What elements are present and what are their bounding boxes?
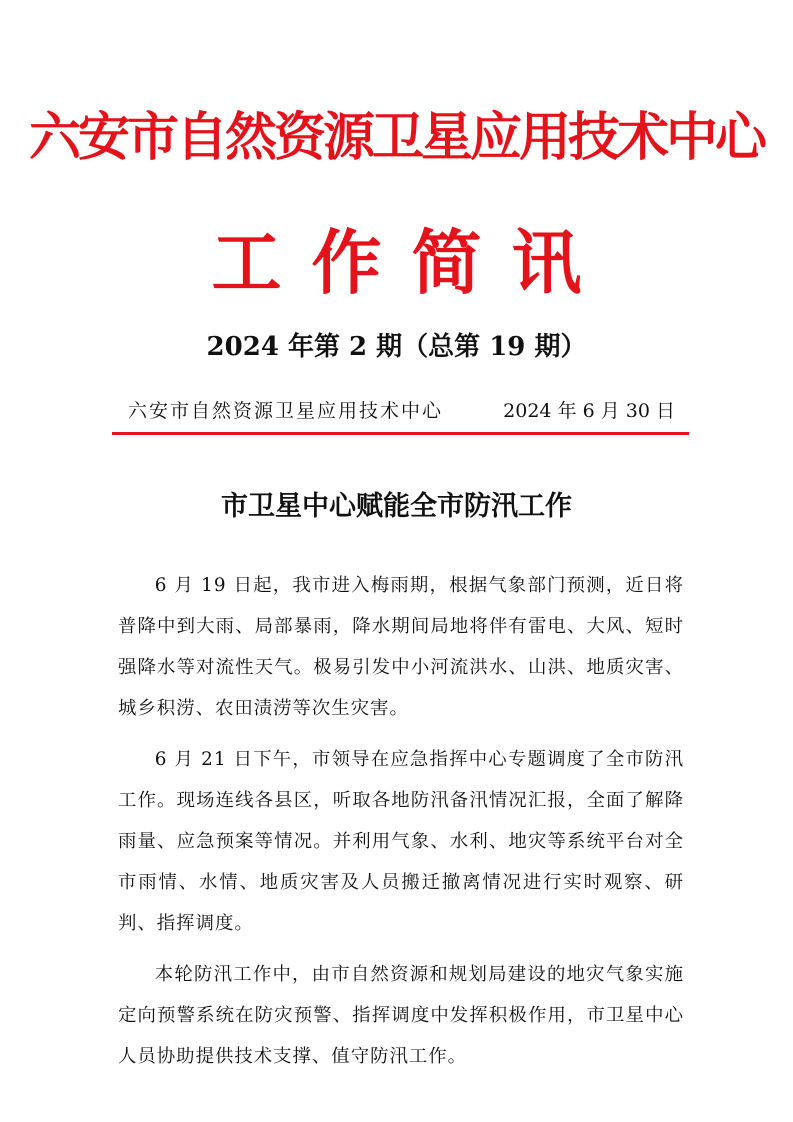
doc-title: 工作简讯 — [211, 221, 612, 304]
article-title: 市卫星中心赋能全市防汛工作 — [221, 491, 572, 522]
meta-date: 2024 年 6 月 30 日 — [503, 400, 675, 422]
paragraph: 6 月 21 日下午，市领导在应急指挥中心专题调度了全市防汛工作。现场连线各县区，听取各地防汛备汛情况汇报，全面了解降雨量、应急预案等情况。并利用气象、水利、地灾等系统平台对全市雨情、水情、地质灾害及人员搬迁撤离情况进行实时观察、研判、指挥调度。 — [118, 749, 684, 934]
meta-organization: 六安市自然资源卫星应用技术中心 — [128, 400, 444, 422]
issue-number: 2024 年第 2 期（总第 19 期） — [206, 332, 587, 362]
article-body — [118, 565, 684, 1087]
org-title: 六安市自然资源卫星应用技术中心 — [28, 107, 764, 168]
paragraph: 6 月 19 日起，我市进入梅雨期，根据气象部门预测，近日将普降中到大雨、局部暴雨，降水期间局地将伴有雷电、大风、短时强降水等对流性天气。极易引发中小河流洪水、山洪、地质灾害、城乡积涝、农田渍涝等次生灾害。 — [118, 575, 684, 719]
paragraph: 本轮防汛工作中，由市自然资源和规划局建设的地灾气象实施定向预警系统在防灾预警、指挥调度中发挥积极作用，市卫星中心人员协助提供技术支撑、值守防汛工作。 — [118, 964, 684, 1067]
red-divider-line — [112, 432, 689, 435]
